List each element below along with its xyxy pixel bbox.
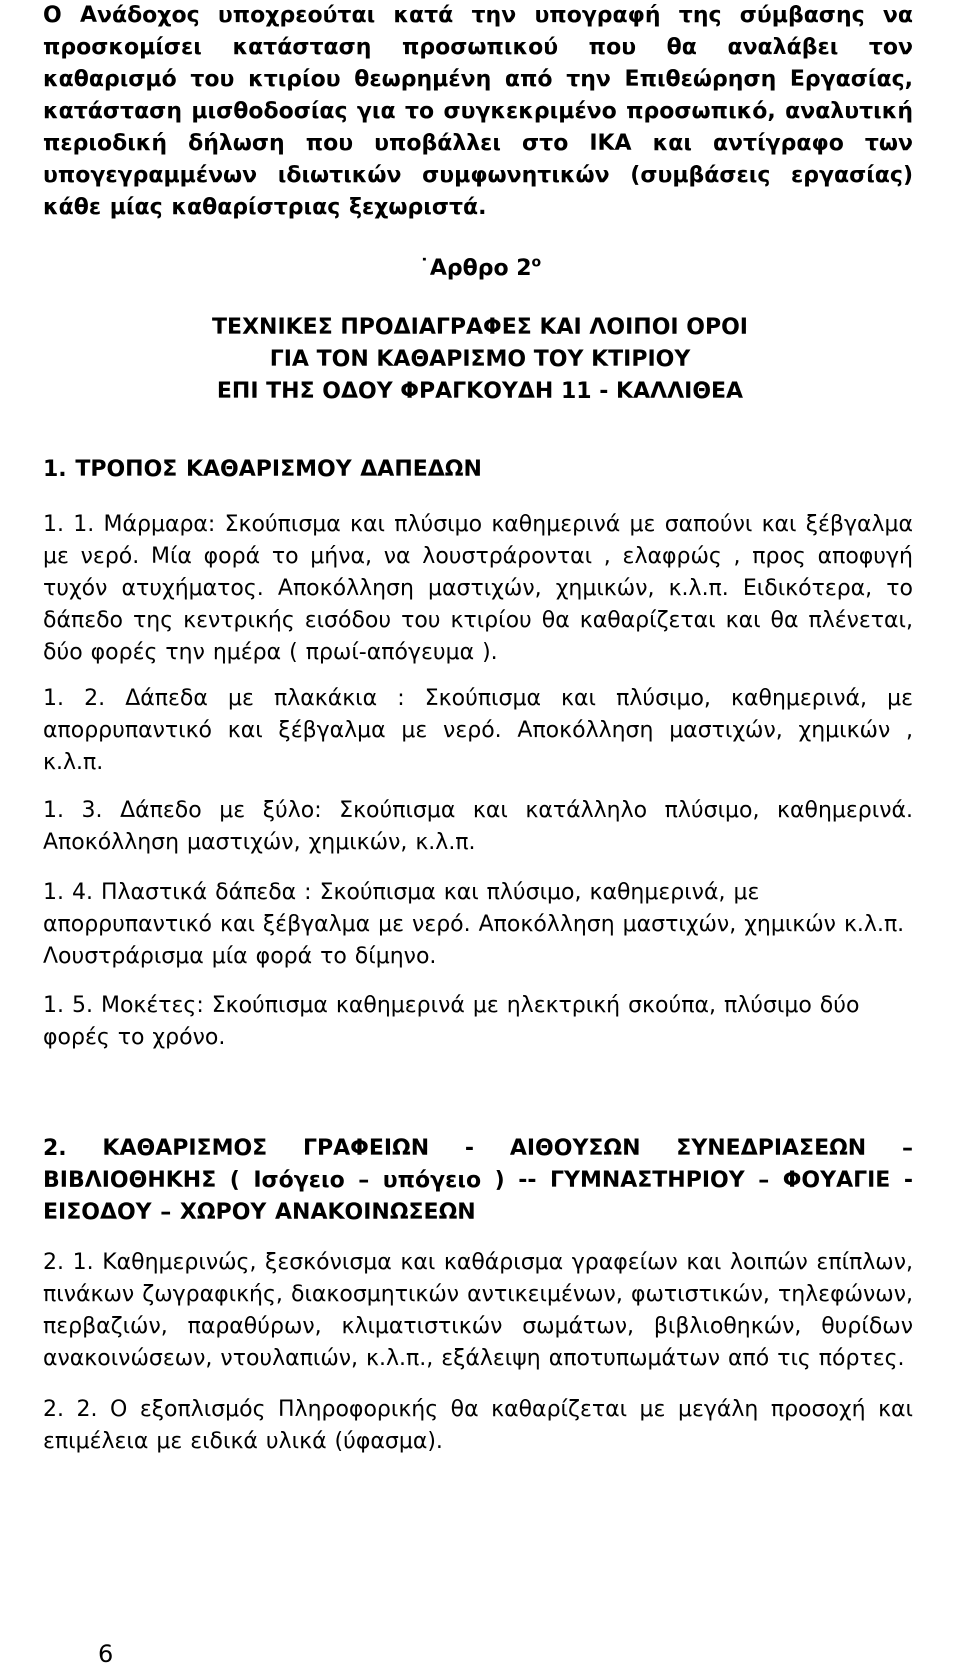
intro-paragraph: Ο Ανάδοχος υποχρεούται κατά την υπογραφή της σύμβασης να προσκομίσει κατάσταση προσωπικού που θα αναλάβει τον καθαρισμό του κτιρίου θεωρημένη από την Επιθεώρηση Εργασίας, κατάσταση μισθοδοσίας για το συγκεκριμένο προσωπικό, αναλυτική περιοδική δήλωση που υποβάλλει στο ΙΚΑ και αντίγραφο των υπογεγραμμένων ιδιωτικών συμφωνητικών (συμβάσεις εργασίας) κάθε μίας καθαρίστριας ξεχωριστά. [43,3,913,220]
article-number [0,253,960,285]
section1-item-5: 1. 5. Μοκέτες: Σκούπισμα καθημερινά με ηλεκτρική σκούπα, πλύσιμο δύο φορές το χρόνο. [43,993,860,1050]
section1-heading: 1. ΤΡΟΠΟΣ ΚΑΘΑΡΙΣΜΟΥ ΔΑΠΕΔΩΝ [43,457,482,482]
section2-heading: 2. ΚΑΘΑΡΙΣΜΟΣ ΓΡΑΦΕΙΩΝ - ΑΙΘΟΥΣΩΝ ΣΥΝΕΔΡΙΑΣΕΩΝ – ΒΙΒΛΙΟΘΗΚΗΣ ( Ισόγειο – υπόγειο ) -- ΓΥΜΝΑΣΤΗΡΙΟΥ – ΦΟΥΑΓΙΕ - ΕΙΣΟΔΟΥ – ΧΩΡΟΥ ΑΝΑΚΟΙΝΩΣΕΩΝ [43,1136,913,1225]
section1-item-3: 1. 3. Δάπεδο με ξύλο: Σκούπισμα και κατάλληλο πλύσιμο, καθημερινά. Αποκόλληση μαστιχών, χημικών, κ.λ.π. [43,798,913,855]
section1-item-4: 1. 4. Πλαστικά δάπεδα : Σκούπισμα και πλύσιμο, καθημερινά, με απορρυπαντικό και ξέβγαλμα με νερό. Αποκόλληση μαστιχών, χημικών κ.λ.π. Λουστράρισμα μία φορά το δίμηνο. [43,880,905,969]
section1-item-1: 1. 1. Μάρμαρα: Σκούπισμα και πλύσιμο καθημερινά με σαπούνι και ξέβγαλμα με νερό. Μία φορά το μήνα, να λουστράρονται , ελαφρώς , προς αποφυγή τυχόν ατυχήματος. Αποκόλληση μαστιχών, χημικών, κ.λ.π. Ειδικότερα, το δάπεδο της κεντρικής εισόδου του κτιρίου θα καθαρίζεται και θα πλένεται, δύο φορές την ημέρα ( πρωί-απόγευμα ). [43,512,913,665]
article-title-line-3: ΕΠΙ ΤΗΣ ΟΔΟΥ ΦΡΑΓΚΟΥΔΗ 11 - ΚΑΛΛΙΘΕΑ [216,379,744,404]
page-number: 6 [98,1640,114,1668]
section1-item-2: 1. 2. Δάπεδα με πλακάκια : Σκούπισμα και πλύσιμο, καθημερινά, με απορρυπαντικό και ξέβγαλμα με νερό. Αποκόλληση μαστιχών, χημικών , κ.λ.π. [43,686,913,775]
article-title-line-1: ΤΕΧΝΙΚΕΣ ΠΡΟΔΙΑΓΡΑΦΕΣ ΚΑΙ ΛΟΙΠΟΙ ΟΡΟΙ [212,315,748,340]
section2-item-1: 2. 1. Καθημερινώς, ξεσκόνισμα και καθάρισμα γραφείων και λοιπών επίπλων, πινάκων ζωγραφικής, διακοσμητικών αντικειμένων, φωτιστικών, τηλεφώνων, περβαζιών, παραθύρων, κλιματιστικών σωμάτων, βιβλιοθηκών, θυρίδων ανακοινώσεων, ντουλαπιών, κ.λ.π., εξάλειψη αποτυπωμάτων από τις πόρτες. [43,1250,913,1371]
section2-item-2: 2. 2. Ο εξοπλισμός Πληροφορικής θα καθαρίζεται με μεγάλη προσοχή και επιμέλεια με ειδικά υλικά (ύφασμα). [43,1397,913,1454]
article-prefix: ˙Αρθρο 2 [418,256,532,281]
article-title [0,312,960,408]
article-title-line-2: ΓΙΑ ΤΟΝ ΚΑΘΑΡΙΣΜΟ ΤΟΥ ΚΤΙΡΙΟΥ [269,347,691,372]
article-superscript: ο [531,254,542,271]
